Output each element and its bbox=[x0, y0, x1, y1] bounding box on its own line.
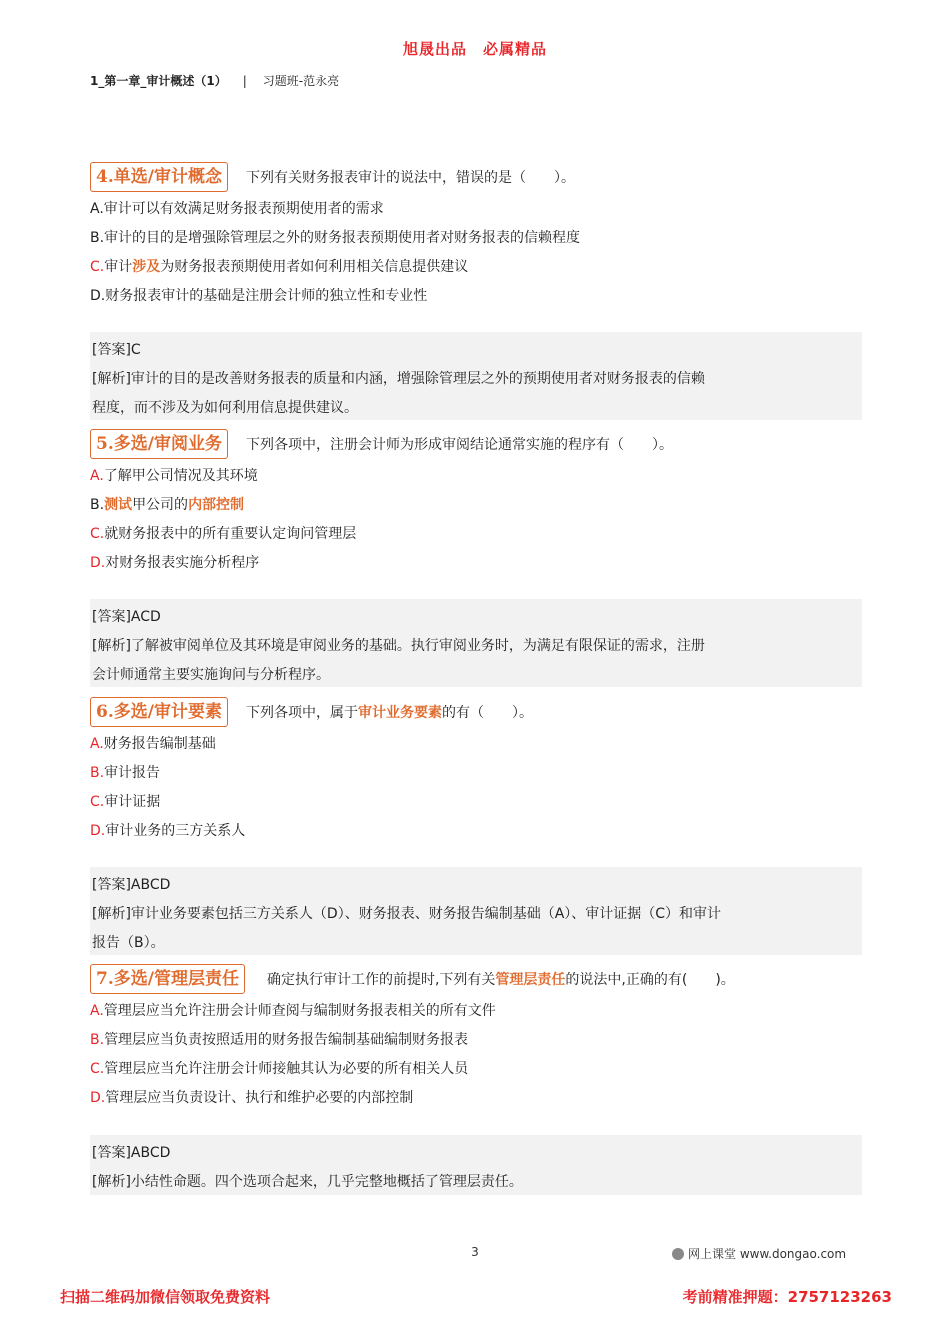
option-a: A.管理层应当允许注册会计师查阅与编制财务报表相关的所有文件 bbox=[90, 1003, 496, 1019]
answer-box bbox=[90, 867, 862, 955]
option-d: D.对财务报表实施分析程序 bbox=[90, 555, 260, 571]
option-b: B.管理层应当负责按照适用的财务报告编制基础编制财务报表 bbox=[90, 1032, 469, 1048]
question-stem: 下列各项中，注册会计师为形成审阅结论通常实施的程序有（ ）。 bbox=[245, 437, 673, 453]
answer-box bbox=[90, 1135, 862, 1195]
option-b: B.审计报告 bbox=[90, 765, 161, 781]
analysis-line: [解析]了解被审阅单位及其环境是审阅业务的基础。执行审阅业务时，为满足有限保证的需求，注册 bbox=[92, 638, 705, 654]
promo-right: 考前精准押题：2757123263 bbox=[682, 1288, 892, 1306]
option-d: D.管理层应当负责设计、执行和维护必要的内部控制 bbox=[90, 1090, 414, 1106]
brand-mark: 网上课堂 www.dongao.com bbox=[672, 1245, 846, 1262]
option-c: C.审计证据 bbox=[90, 794, 161, 810]
question-stem: 下列各项中，属于审计业务要素的有（ ）。 bbox=[245, 705, 533, 721]
option-b: B.测试甲公司的内部控制 bbox=[90, 497, 245, 513]
answer-box bbox=[90, 599, 862, 687]
analysis-line: 程度，而不涉及为如何利用信息提供建议。 bbox=[92, 400, 358, 416]
answer-box bbox=[90, 332, 862, 420]
option-a: A.财务报告编制基础 bbox=[90, 736, 216, 752]
option-c: C.管理层应当允许注册会计师接触其认为必要的所有相关人员 bbox=[90, 1061, 469, 1077]
question-7-header bbox=[90, 964, 735, 994]
answer-line: [答案]ABCD bbox=[92, 1145, 171, 1161]
option-d: D.财务报表审计的基础是注册会计师的独立性和专业性 bbox=[90, 288, 428, 304]
option-a: A.了解甲公司情况及其环境 bbox=[90, 468, 258, 484]
question-tag: 4.单选/审计概念 bbox=[90, 162, 228, 192]
answer-line: [答案]ACD bbox=[92, 609, 161, 625]
answer-line: [答案]ABCD bbox=[92, 877, 171, 893]
chapter-title: 1_第一章_审计概述（1） bbox=[90, 74, 227, 88]
option-d: D.审计业务的三方关系人 bbox=[90, 823, 246, 839]
option-c: C.就财务报表中的所有重要认定询问管理层 bbox=[90, 526, 357, 542]
analysis-line: [解析]审计的目的是改善财务报表的质量和内涵，增强除管理层之外的预期使用者对财务报表的信赖 bbox=[92, 371, 705, 387]
chapter-header bbox=[90, 72, 339, 89]
question-5-header bbox=[90, 429, 673, 459]
question-stem: 下列有关财务报表审计的说法中，错误的是（ ）。 bbox=[245, 170, 575, 186]
question-4-header bbox=[90, 162, 575, 192]
question-tag: 6.多选/审计要素 bbox=[90, 697, 228, 727]
question-tag: 7.多选/管理层责任 bbox=[90, 964, 245, 994]
question-6-header bbox=[90, 697, 533, 727]
question-stem: 确定执行审计工作的前提时,下列有关管理层责任的说法中,正确的有( )。 bbox=[266, 972, 735, 988]
analysis-line: [解析]小结性命题。四个选项合起来，几乎完整地概括了管理层责任。 bbox=[92, 1174, 523, 1190]
course-name: 习题班-范永亮 bbox=[262, 74, 340, 88]
analysis-line: [解析]审计业务要素包括三方关系人（D）、财务报表、财务报告编制基础（A）、审计证据（C）和审计 bbox=[92, 906, 722, 922]
brand-logo-icon bbox=[672, 1248, 684, 1260]
answer-line: [答案]C bbox=[92, 342, 141, 358]
option-b: B.审计的目的是增强除管理层之外的财务报表预期使用者对财务报表的信赖程度 bbox=[90, 230, 581, 246]
analysis-line: 报告（B）。 bbox=[92, 935, 165, 951]
top-banner: 旭晟出品 必属精品 bbox=[402, 40, 547, 58]
page-number: 3 bbox=[471, 1245, 479, 1259]
option-c: C.审计涉及为财务报表预期使用者如何利用相关信息提供建议 bbox=[90, 259, 469, 275]
option-a: A.审计可以有效满足财务报表预期使用者的需求 bbox=[90, 201, 384, 217]
question-tag: 5.多选/审阅业务 bbox=[90, 429, 228, 459]
separator: | bbox=[242, 74, 247, 88]
promo-left: 扫描二维码加微信领取免费资料 bbox=[60, 1288, 271, 1306]
analysis-line: 会计师通常主要实施询问与分析程序。 bbox=[92, 667, 330, 683]
